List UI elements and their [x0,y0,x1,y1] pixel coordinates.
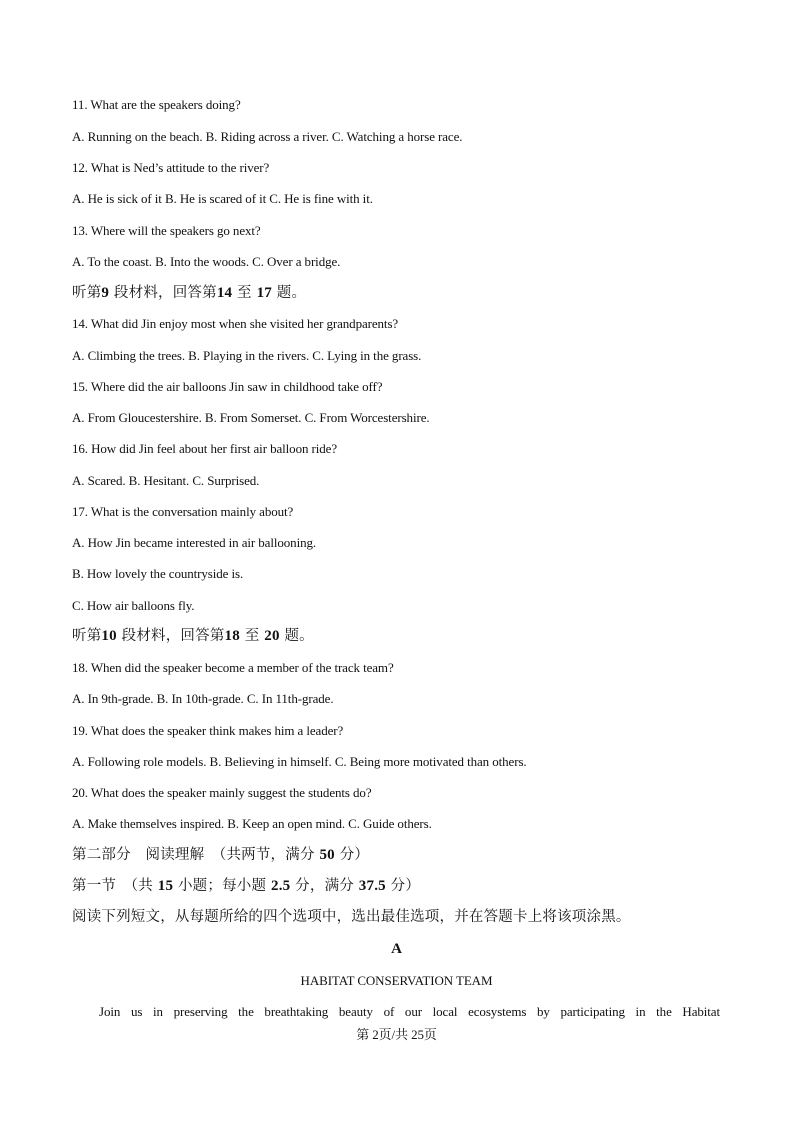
question-11: 11. What are the speakers doing? [72,97,241,112]
question-17-option-c: C. How air balloons fly. [72,598,195,613]
section-1-heading: 第一节 （共 15 小题；每小题 2.5 分，满分 37.5 分） [72,878,421,894]
question-12: 12. What is Ned’s attitude to the river? [72,160,270,175]
question-17: 17. What is the conversation mainly about? [72,504,294,519]
question-19: 19. What does the speaker think makes him a leader? [72,723,344,738]
section-9-heading: 听第9 段材料，回答第14 至 17 题。 [72,285,307,301]
question-17-option-b: B. How lovely the countryside is. [72,566,244,581]
question-13: 13. Where will the speakers go next? [72,223,261,238]
reading-instructions: 阅读下列短文，从每题所给的四个选项中，选出最佳选项，并在答题卡上将该项涂黑。 [72,909,631,925]
page-footer: 第 2页/共 25页 [356,1027,437,1042]
question-14-options: A. Climbing the trees. B. Playing in the rivers. C. Lying in the grass. [72,348,422,363]
section-10-heading: 听第10 段材料，回答第18 至 20 题。 [72,628,314,644]
question-20-options: A. Make themselves inspired. B. Keep an open mind. C. Guide others. [72,816,432,831]
question-16-options: A. Scared. B. Hesitant. C. Surprised. [72,473,260,488]
question-18-options: A. In 9th-grade. B. In 10th-grade. C. In 11th-grade. [72,691,334,706]
question-14: 14. What did Jin enjoy most when she visited her grandparents? [72,316,399,331]
question-19-options: A. Following role models. B. Believing in himself. C. Being more motivated than others. [72,754,527,769]
part-2-heading: 第二部分 阅读理解 （共两节，满分 50 分） [72,847,370,863]
question-13-options: A. To the coast. B. Into the woods. C. Over a bridge. [72,254,341,269]
passage-title: HABITAT CONSERVATION TEAM [300,973,493,988]
question-18: 18. When did the speaker become a member of the track team? [72,660,394,675]
question-17-option-a: A. How Jin became interested in air ballooning. [72,535,317,550]
question-11-options: A. Running on the beach. B. Riding across a river. C. Watching a horse race. [72,129,463,144]
question-12-options: A. He is sick of it B. He is scared of it C. He is fine with it. [72,191,373,206]
question-16: 16. How did Jin feel about her first air balloon ride? [72,441,337,456]
question-20: 20. What does the speaker mainly suggest the students do? [72,785,372,800]
passage-first-line: Join us in preserving the breathtaking beauty of our local ecosystems by participating in the Habitat [99,1004,720,1019]
question-15: 15. Where did the air balloons Jin saw in childhood take off? [72,379,383,394]
passage-letter: A [391,941,402,957]
question-15-options: A. From Gloucestershire. B. From Somerset. C. From Worcestershire. [72,410,430,425]
